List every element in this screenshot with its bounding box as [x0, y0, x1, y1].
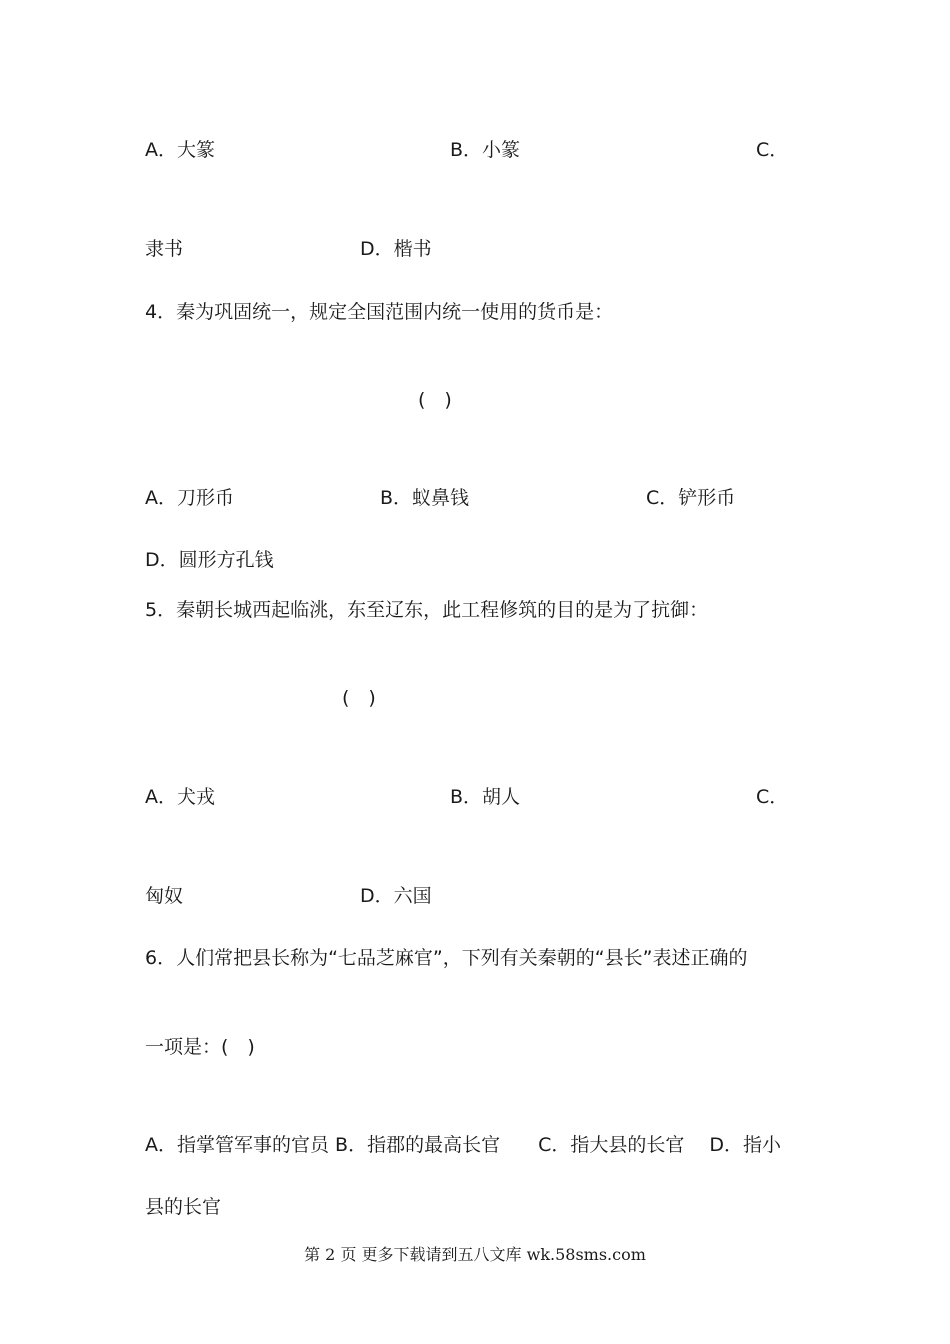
- q4-stem: 4．秦为巩固统一，规定全国范围内统一使用的货币是：: [145, 301, 614, 323]
- q4-answer-paren: ( ): [418, 389, 452, 411]
- q4-option-a: A．刀形币: [145, 487, 234, 509]
- q5-stem: 5．秦朝长城西起临洮，东至辽东，此工程修筑的目的是为了抗御：: [145, 599, 709, 621]
- q5-option-c: C．: [756, 786, 789, 808]
- q6-stem: 6．人们常把县长称为“七品芝麻官”，下列有关秦朝的“县长”表述正确的: [145, 947, 748, 969]
- q3-option-d: D．楷书: [360, 238, 432, 260]
- q3-option-c: C．: [756, 139, 789, 161]
- q3-option-a: A．大篆: [145, 139, 215, 161]
- q6-options: A．指掌管军事的官员 B．指郡的最高长官 C．指大县的长官 D．指小: [145, 1134, 782, 1156]
- q5-option-c-continued: 匈奴: [145, 885, 184, 907]
- q5-answer-paren: ( ): [342, 687, 376, 709]
- q3-option-b: B．小篆: [450, 139, 521, 161]
- q5-option-d: D．六国: [360, 885, 432, 907]
- page-footer: 第 2 页 更多下载请到五八文库 wk.58sms.com: [304, 1245, 646, 1264]
- q6-stem-continued: 一项是：( ): [145, 1036, 255, 1058]
- q5-option-a: A．犬戎: [145, 786, 215, 808]
- q6-options-continued: 县的长官: [145, 1196, 222, 1218]
- q5-option-b: B．胡人: [450, 786, 521, 808]
- q4-option-d: D．圆形方孔钱: [145, 549, 274, 571]
- q4-option-c: C．铲形币: [646, 487, 736, 509]
- q4-option-b: B．蚁鼻钱: [380, 487, 470, 509]
- q3-option-c-continued: 隶书: [145, 238, 184, 260]
